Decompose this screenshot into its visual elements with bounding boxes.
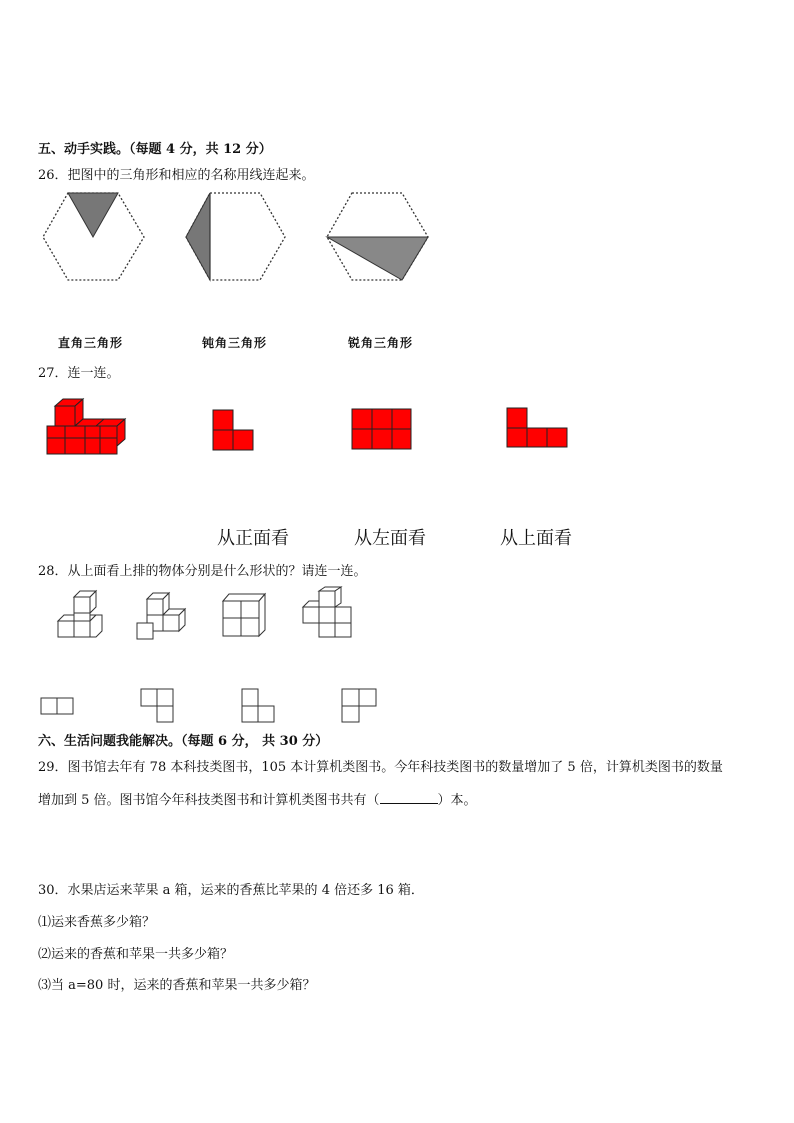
- question-29-text-after: ）本。: [437, 793, 477, 808]
- question-27: 27．连一连。: [38, 366, 120, 381]
- top-view-option-1: [41, 698, 73, 714]
- object-4-cubes: [303, 587, 351, 637]
- question-30-sub2: ⑵运来的香蕉和苹果一共多少箱？: [38, 947, 234, 962]
- question-26: 26．把图中的三角形和相应的名称用线连起来。: [38, 168, 315, 183]
- answer-blank[interactable]: [380, 793, 438, 804]
- section5-heading: 五、动手实践。（每题 4 分，共 12 分）: [38, 142, 272, 157]
- triangle-label-obtuse: 钝角三角形: [202, 336, 268, 350]
- red-view-l-small: [213, 410, 253, 450]
- top-view-option-4: [342, 689, 376, 722]
- question-29-text-before: 增加到 5 倍。图书馆今年科技类图书和计算机类图书共有（: [38, 793, 380, 808]
- red-view-rectangle: [352, 409, 411, 449]
- q28-top-view-shapes: [0, 687, 794, 727]
- hexagon-right-triangle: [43, 193, 144, 280]
- view-label-top: 从上面看: [500, 528, 572, 549]
- triangle-label-right: 直角三角形: [58, 336, 124, 350]
- question-30: 30．水果店运来苹果 a 箱，运来的香蕉比苹果的 4 倍还多 16 箱．: [38, 883, 424, 898]
- question-29-line1: 29．图书馆去年有 78 本科技类图书，105 本计算机类图书。今年科技类图书的数量增加了 5 倍，计算机类图书的数量: [38, 760, 723, 775]
- q28-line-cube-figures: [0, 585, 794, 645]
- triangle-label-acute: 锐角三角形: [348, 336, 414, 350]
- q26-hexagon-figures: [0, 190, 794, 310]
- hexagon-acute-triangle: [327, 193, 428, 280]
- hexagon-obtuse-triangle: [186, 193, 285, 280]
- section6-heading: 六、生活问题我能解决。（每题 6 分， 共 30 分）: [38, 734, 329, 749]
- object-3-cubes: [223, 594, 265, 636]
- top-view-option-2: [141, 689, 173, 722]
- object-2-cubes: [137, 593, 185, 639]
- question-30-sub1: ⑴运来香蕉多少箱？: [38, 915, 156, 930]
- red-view-l-long: [507, 408, 567, 447]
- question-29-line2: [38, 793, 477, 807]
- question-28: 28．从上面看上排的物体分别是什么形状的？请连一连。: [38, 564, 367, 579]
- top-view-option-3: [242, 689, 274, 722]
- q27-red-cube-figures: [0, 396, 794, 466]
- question-30-sub3: ⑶当 a=80 时，运来的香蕉和苹果一共多少箱？: [38, 978, 316, 993]
- object-1-cubes: [58, 591, 102, 637]
- view-label-left: 从左面看: [354, 528, 426, 549]
- red-solid-3d: [47, 399, 125, 454]
- view-label-front: 从正面看: [217, 528, 289, 549]
